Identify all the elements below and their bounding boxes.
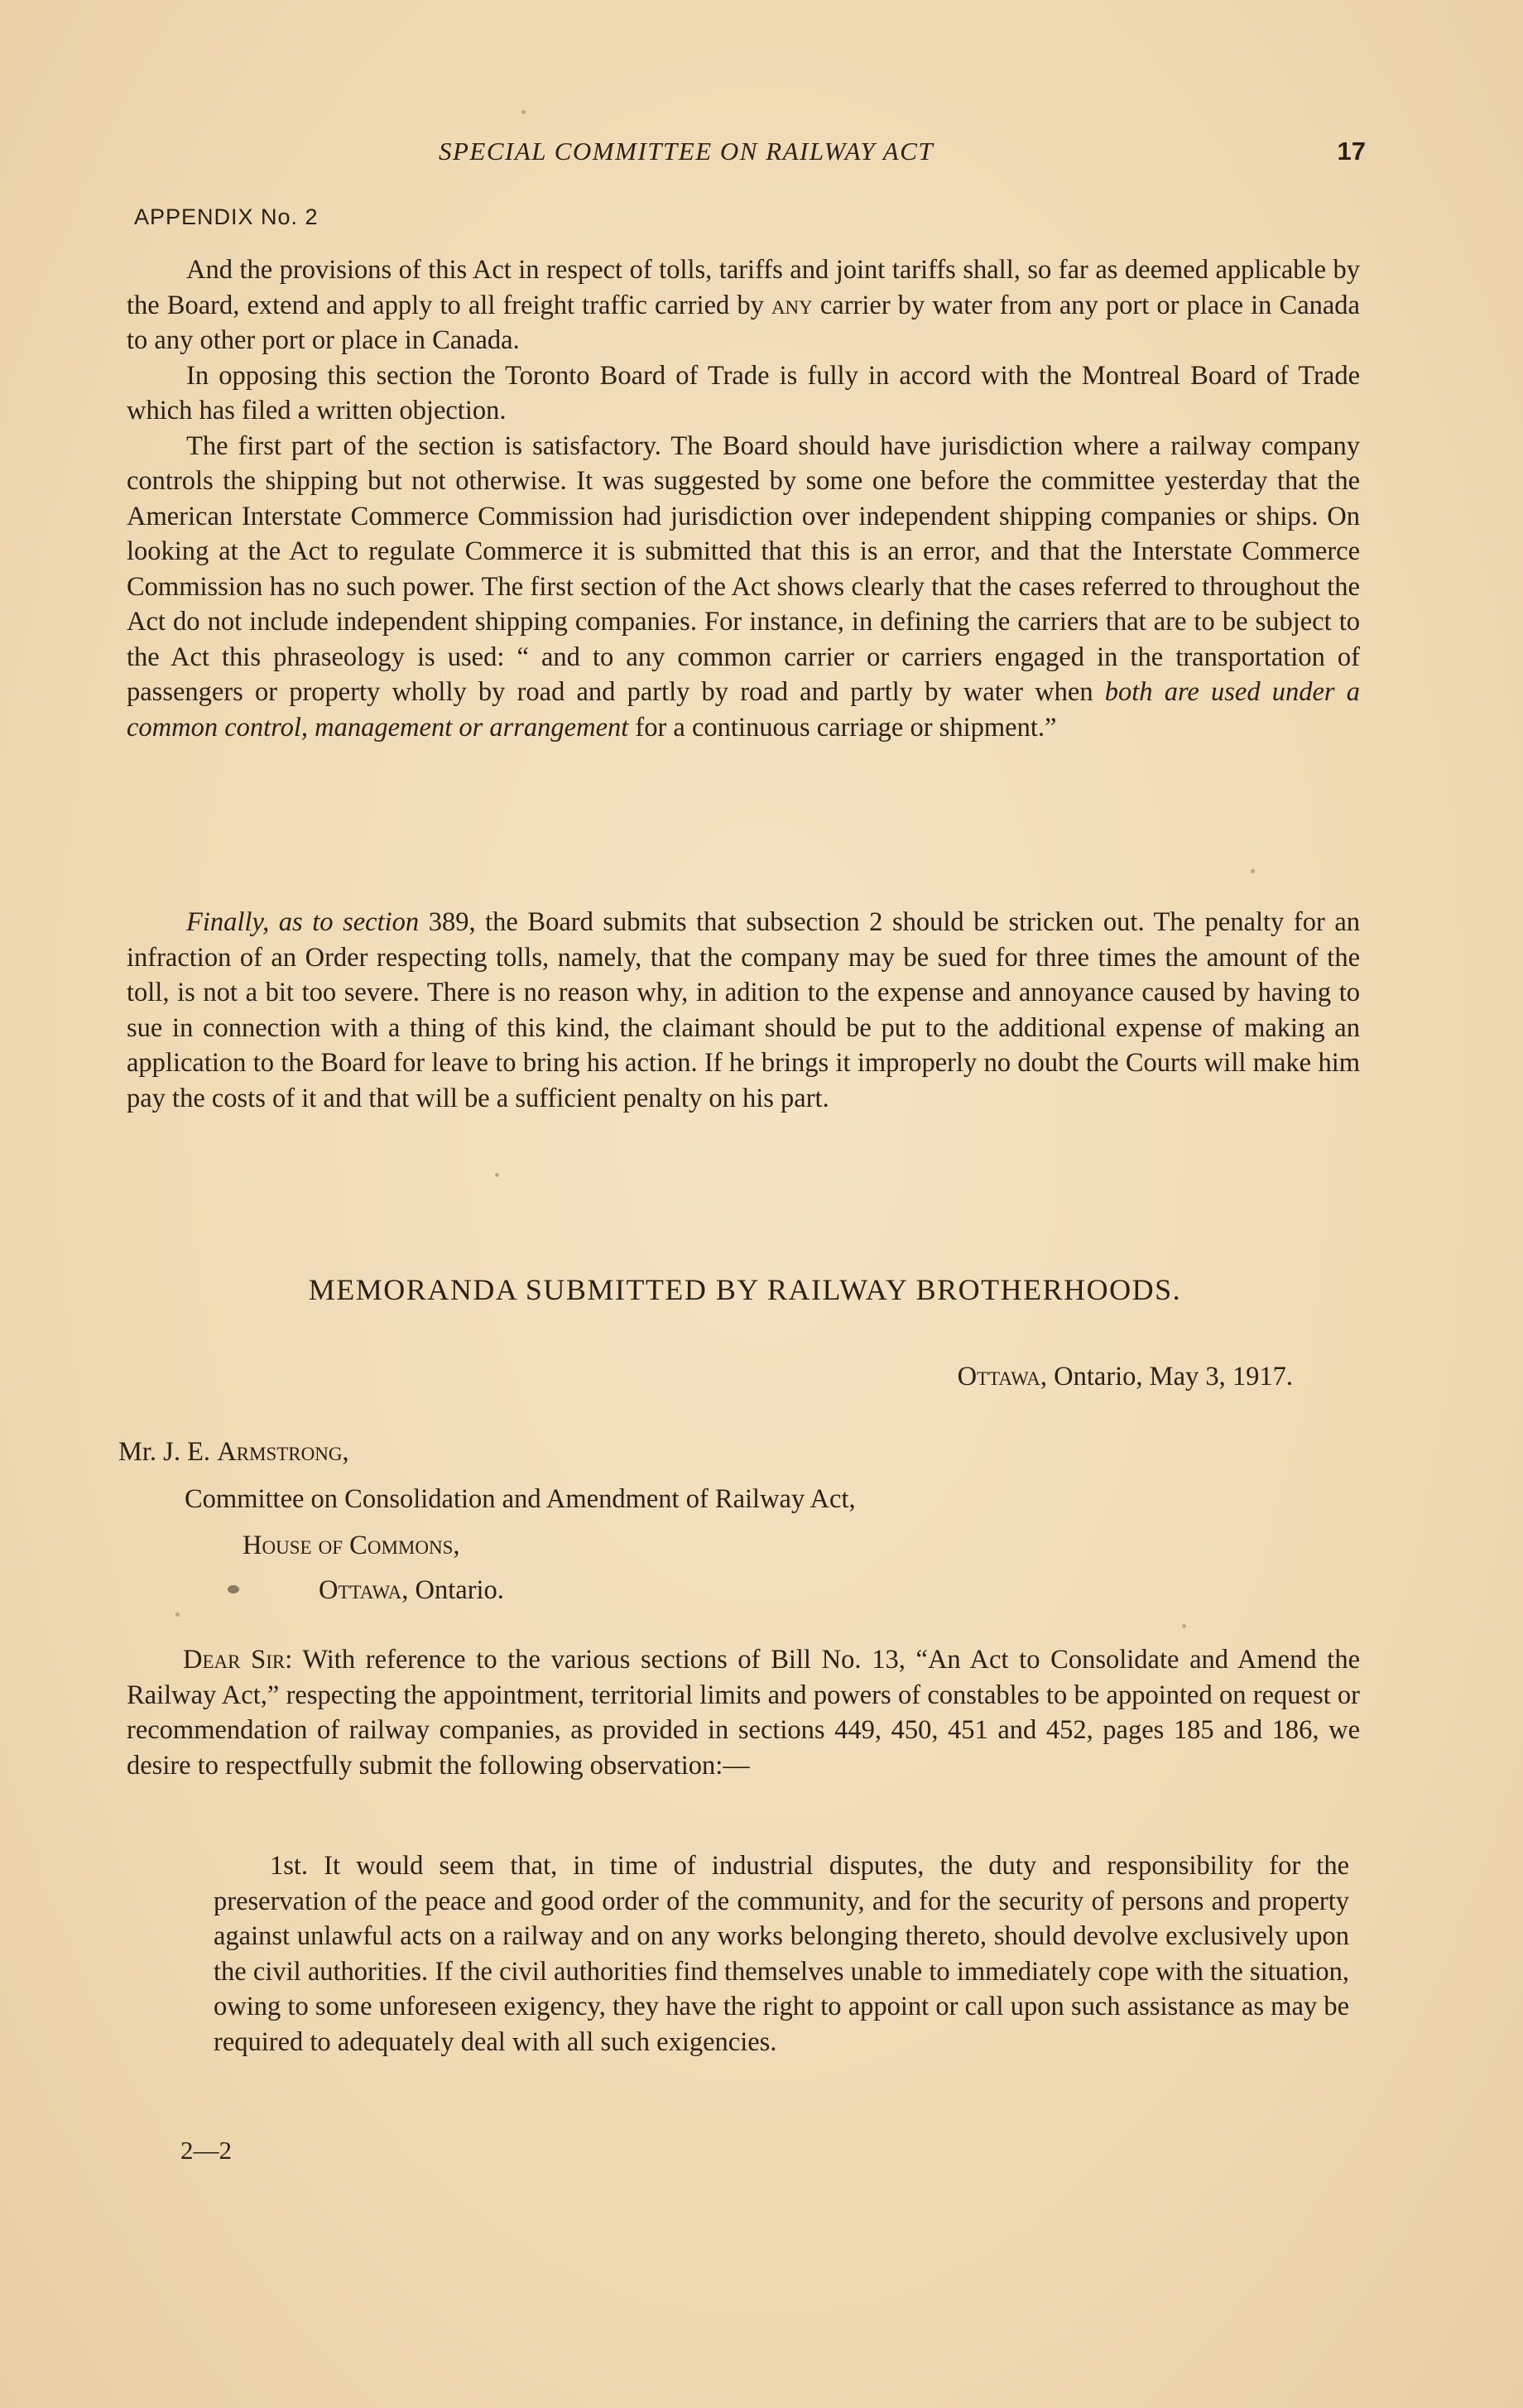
address-house: House of Commons, — [243, 1531, 460, 1560]
text-run: carrier by water from any port or place in Canada to any other port or place in Canada. — [127, 290, 1360, 355]
memorandum-heading: MEMORANDA SUBMITTED BY RAILWAY BROTHERHOODS. — [308, 1273, 1182, 1306]
speck-icon — [1182, 1624, 1186, 1628]
paragraph — [127, 252, 1360, 358]
paragraph — [127, 1642, 1360, 1783]
paragraph: In opposing this section the Toronto Board of Trade is fully in accord with the Montreal Board of Trade which has filed a written objection. — [127, 360, 1360, 425]
section-one-text — [127, 252, 1360, 745]
numbered-point — [214, 1848, 1349, 2060]
italic-lead: Finally, as to section — [186, 907, 420, 937]
city-name: Ottawa, — [319, 1575, 409, 1605]
appendix-label: APPENDIX No. 2 — [134, 204, 319, 229]
text-run: And the provisions of this Act in respect of tolls, tariffs and joint tariffs shall, so far as deemed applicable by the Board, extend and apply to all freight traffic carried by — [127, 255, 1360, 320]
signature-mark: 2—2 — [180, 2136, 232, 2165]
speck-icon — [495, 1173, 499, 1177]
text-run: The first part of the section is satisfactory. The Board should have jurisdiction where a railway company controls the shipping but not otherwise. It was suggested by some one before the committee yesterday that the American Interstate Commerce Commission had jurisdiction over independent shipping companies or ships. On looking at the Act to regulate Commerce it is submitted that this is an error, and that the Interstate Commerce Commission has no such power. The first section of the Act shows clearly that the cases referred to throughout the Act do not include independent shipping companies. For instance, in defining the carriers that are to be subject to the Act this phraseology is used: “ and to any common carrier or carriers engaged in the transportation of passengers or property wholly by road and partly by road and partly by water when — [127, 430, 1360, 707]
address-committee: Committee on Consolidation and Amendment of Railway Act, — [185, 1484, 856, 1514]
running-title: SPECIAL COMMITTEE ON RAILWAY ACT — [439, 137, 934, 166]
paragraph — [127, 905, 1360, 1116]
address-recipient — [118, 1435, 349, 1469]
text-run: 389, the Board submits that subsection 2 should be stricken out. The penalty for an infraction of an Order respecting tolls, namely, that the company may be sued for three times the amount of the toll, is not a bit too severe. There is no reason why, in adition to the expense and annoyance caused by having to sue in connection with a thing of this kind, the claimant should be put to the additional expense of making an application to the Board for leave to bring his action. If he brings it improperly no doubt the Courts will make him pay the costs of it and that will be a sufficient penalty on his part. — [127, 907, 1361, 1113]
letter-body — [127, 1642, 1360, 1783]
salutation: Dear Sir: — [183, 1645, 293, 1675]
paragraph: 1st. It would seem that, in time of industrial disputes, the duty and responsibility for the preservation of the peace and good order of the community, and for the security of persons and property against unlawful acts on a railway and on any works belonging thereto, should devolve exclusively upon the civil authorities. If the civil authorities find themselves unable to immediately cope with the situation, owing to some unforeseen exigency, they have the right to appoint or call upon such assistance as may be required to adequately deal with all such exigencies. — [214, 1851, 1349, 2057]
emphasis-any: any — [771, 290, 813, 320]
speck-icon — [175, 1613, 180, 1617]
paragraph — [127, 429, 1360, 746]
ink-mark-icon — [228, 1585, 239, 1593]
italic-quote: both are used under a common control, management or arrangement — [127, 677, 1360, 743]
date-place: Ottawa, — [957, 1362, 1048, 1391]
text-run: for a continuous carriage or shipment.” — [628, 712, 1057, 743]
recipient-name: Armstrong, — [217, 1437, 349, 1467]
running-header — [124, 137, 1366, 170]
page-number: 17 — [1337, 137, 1366, 166]
address-city — [319, 1573, 504, 1608]
speck-icon — [521, 110, 526, 114]
dateline — [958, 1362, 1293, 1392]
date-rest: Ontario, May 3, 1917. — [1047, 1362, 1293, 1391]
text-run: With reference to the various sections of Bill No. 13, “An Act to Consolidate and Amend the Railway Act,” respecting the appointment, territorial limits and powers of constables to be appointed on request or recommendation of railway companies, as provided in sections 449, 450, 451 and 452, pages 185 and 186, we desire to respectfully submit the following observation:— — [127, 1645, 1361, 1781]
speck-icon — [1251, 869, 1255, 873]
province-name: Ontario. — [408, 1575, 504, 1605]
recipient-title: Mr. J. E. — [118, 1437, 218, 1467]
section-two-text — [127, 905, 1360, 1116]
